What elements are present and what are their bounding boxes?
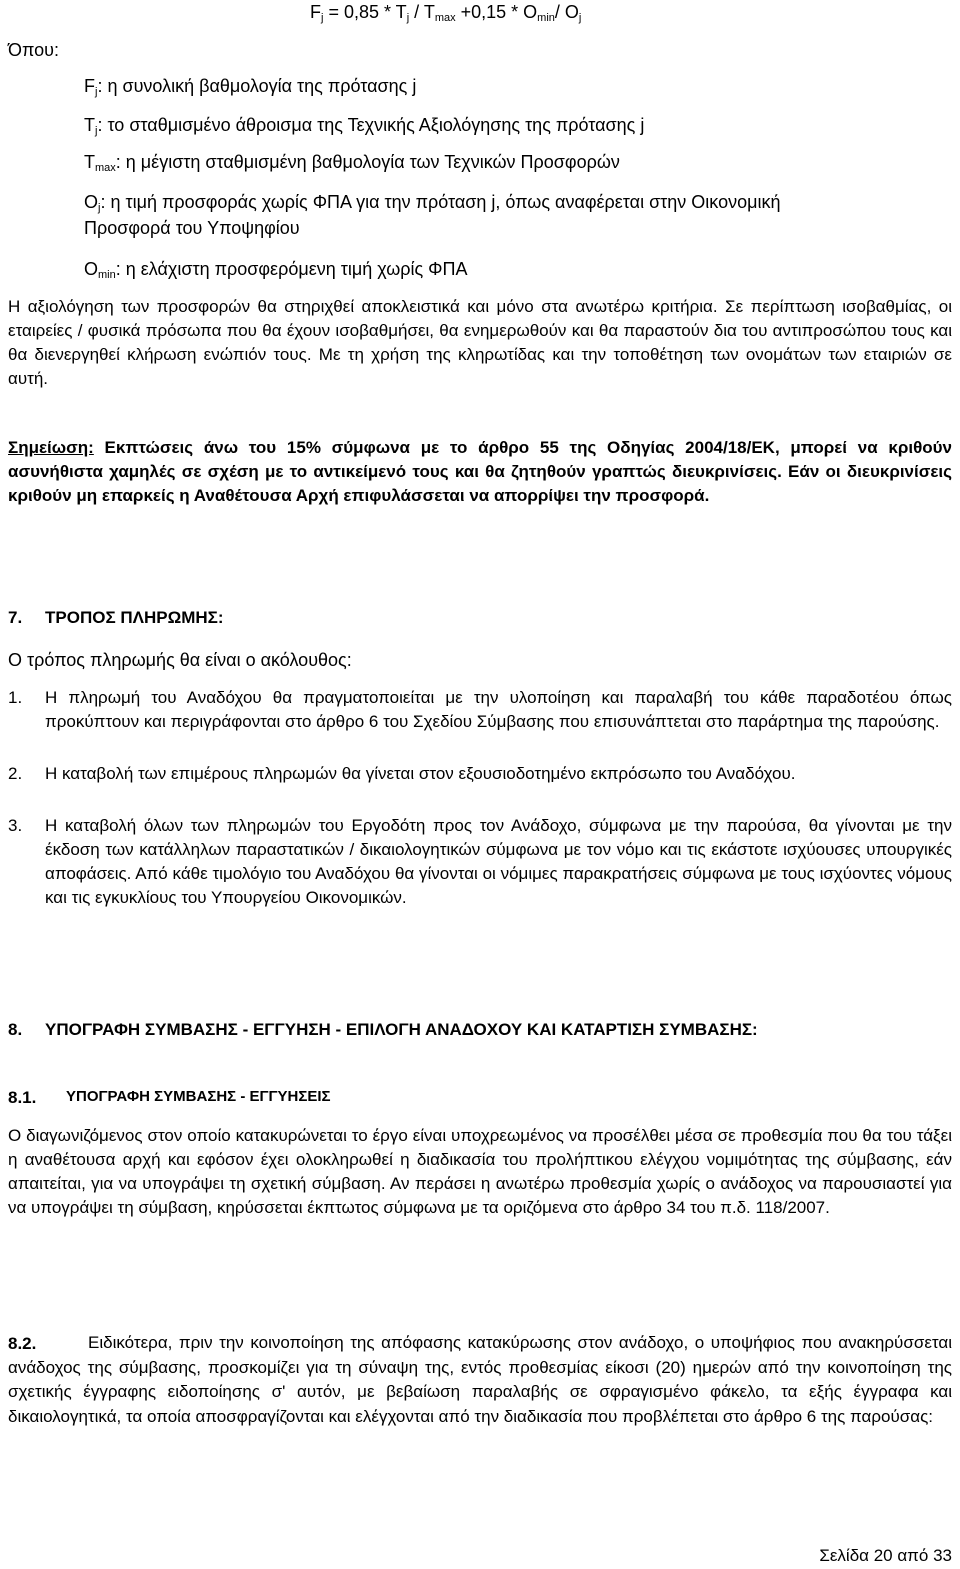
payment-item-1: Η πληρωμή του Αναδόχου θα πραγματοποιείται με την υλοποίηση και παραλαβή του κάθε παραδοτέου όπως προκύπτουν και περιγράφονται στο άρθρο 6 του Σχεδίου Σύμβασης που επισυνάπτεται στο παράρτημα της παρούσης. (45, 688, 952, 731)
definition-omin: $O_{min}$: η ελάχιστη προσφερόμενη τιμή χωρίς ΦΠΑ (84, 259, 468, 281)
section-8-1-title: ΥΠΟΓΡΑΦΗ ΣΥΜΒΑΣΗΣ - ΕΓΓΥΗΣΕΙΣ (66, 1088, 331, 1105)
section-8-2-text: Ειδικότερα, πριν την κοινοποίηση της απόφασης κατακύρωσης στον ανάδοχο, ο υποψήφιος που ανακηρύσσεται ανάδοχος της σύμβασης, προσκομίζει για τη σύναψη της, εντός προθεσμίας είκοσι (20) ημερών από την κοινοποίηση της σχετικής έγγραφης ειδοποίησης σ' αυτόν, με βεβαίωση παραλαβής σε σφραγισμένο φάκελο, τα εξής έγγραφα και δικαιολογητικά, τα οποία αποσφραγίζονται και ελέγχονται από την διαδικασία που προβλέπεται στο άρθρο 6 της παρούσας: (8, 1333, 952, 1426)
payment-item-2-number: 2. (8, 764, 23, 783)
definition-oj-continued: Προσφορά του Υποψηφίου (84, 218, 300, 238)
formula: $F_j = 0,85 * T_j / T_{max} +0,15 * O_{min}/$ $O_j$ (310, 2, 582, 24)
section-7-intro: Ο τρόπος πληρωμής θα είναι ο ακόλουθος: (8, 650, 352, 670)
definition-tmax: $T_{max}$: η μέγιστη σταθμισμένη βαθμολογία των Τεχνικών Προσφορών (84, 152, 620, 174)
note-paragraph (8, 436, 952, 508)
section-7-title: ΤΡΟΠΟΣ ΠΛΗΡΩΜΗΣ: (45, 608, 224, 627)
section-8-number: 8. (8, 1020, 23, 1039)
payment-item-3-number: 3. (8, 816, 23, 835)
payment-item-1-number: 1. (8, 688, 23, 707)
section-8-2-number: 8.2. (8, 1334, 37, 1353)
definition-tj: $T_j$: το σταθμισμένο άθροισμα της Τεχνικής Αξιολόγησης της πρότασης j (84, 115, 645, 137)
page-number: Σελίδα 20 από 33 (819, 1546, 952, 1565)
section-8-1-number: 8.1. (8, 1088, 37, 1107)
payment-item-3: Η καταβολή όλων των πληρωμών του Εργοδότη προς τον Ανάδοχο, σύμφωνα με την παρούσα, θα γίνονται με την έκδοση των κατάλληλων παραστατικών / δικαιολογητικών σύμφωνα με τον νόμο και τις εκάστοτε ισχύουσες υπουργικές αποφάσεις. Από κάθε τιμολόγιο του Αναδόχου θα γίνονται οι νόμιμες παρακρατήσεις σύμφωνα με τους ισχύοντες νόμους και τις εγκυκλίους του Υπουργείου Οικονομικών. (45, 816, 952, 907)
section-8-1-text: Ο διαγωνιζόμενος στον οποίο κατακυρώνεται το έργο είναι υποχρεωμένος να προσέλθει μέσα σε προθεσμία που θα του τάξει η αναθέτουσα αρχή και εφόσον έχει ολοκληρωθεί η διαδικασία του προλήπτικου ελέγχου νομιμότητας της σύμβασης, εάν απαιτείται, για να υπογράψει τη σχετική σύμβαση. Αν περάσει η ανωτέρω προθεσμία χωρίς ο ανάδοχος να παρουσιαστεί για να υπογράψει τη σύμβαση, κηρύσσεται έκπτωτος σύμφωνα με τα οριζόμενα στο άρθρο 34 του π.δ. 118/2007. (8, 1126, 952, 1217)
evaluation-paragraph: Η αξιολόγηση των προσφορών θα στηριχθεί αποκλειστικά και μόνο στα ανωτέρω κριτήρια. Σε περίπτωση ισοβαθμίας, οι εταιρείες / φυσικά πρόσωπα που θα έχουν ισοβαθμήσει, θα ενημερωθούν και θα παραστούν δια του αντιπροσώπου τους και θα διενεργηθεί κλήρωση ενώπιόν τους. Με τη χρήση της κληρωτίδας και την τοποθέτηση των ονομάτων των εταιριών σε αυτή. (8, 297, 952, 388)
where-label: Όπου: (8, 40, 59, 60)
section-8-title: ΥΠΟΓΡΑΦΗ ΣΥΜΒΑΣΗΣ - ΕΓΓΥΗΣΗ - ΕΠΙΛΟΓΗ ΑΝΑΔΟΧΟΥ ΚΑΙ ΚΑΤΑΡΤΙΣΗ ΣΥΜΒΑΣΗΣ: (45, 1020, 758, 1039)
payment-item-2: Η καταβολή των επιμέρους πληρωμών θα γίνεται στον εξουσιοδοτημένο εκπρόσωπο του Αναδόχου. (45, 764, 796, 783)
section-7-number: 7. (8, 608, 23, 627)
note-text: Εκπτώσεις άνω του 15% σύμφωνα με το άρθρο 55 της Οδηγίας 2004/18/ΕΚ, μπορεί να κριθούν ασυνήθιστα χαμηλές σε σχέση με το αντικείμενό τους και θα ζητηθούν γραπτώς διευκρινίσεις. Εάν οι διευκρινίσεις κριθούν μη επαρκείς η Αναθέτουσα Αρχή επιφυλάσσεται να απορρίψει την προσφορά. (8, 438, 952, 505)
definition-oj: $O_j$: η τιμή προσφοράς χωρίς ΦΠΑ για την πρόταση j, όπως αναφέρεται στην Οικονομική (84, 192, 781, 214)
definition-fj: $F_j$: η συνολική βαθμολογία της πρότασης j (84, 76, 417, 98)
note-label: Σημείωση: (8, 438, 94, 457)
